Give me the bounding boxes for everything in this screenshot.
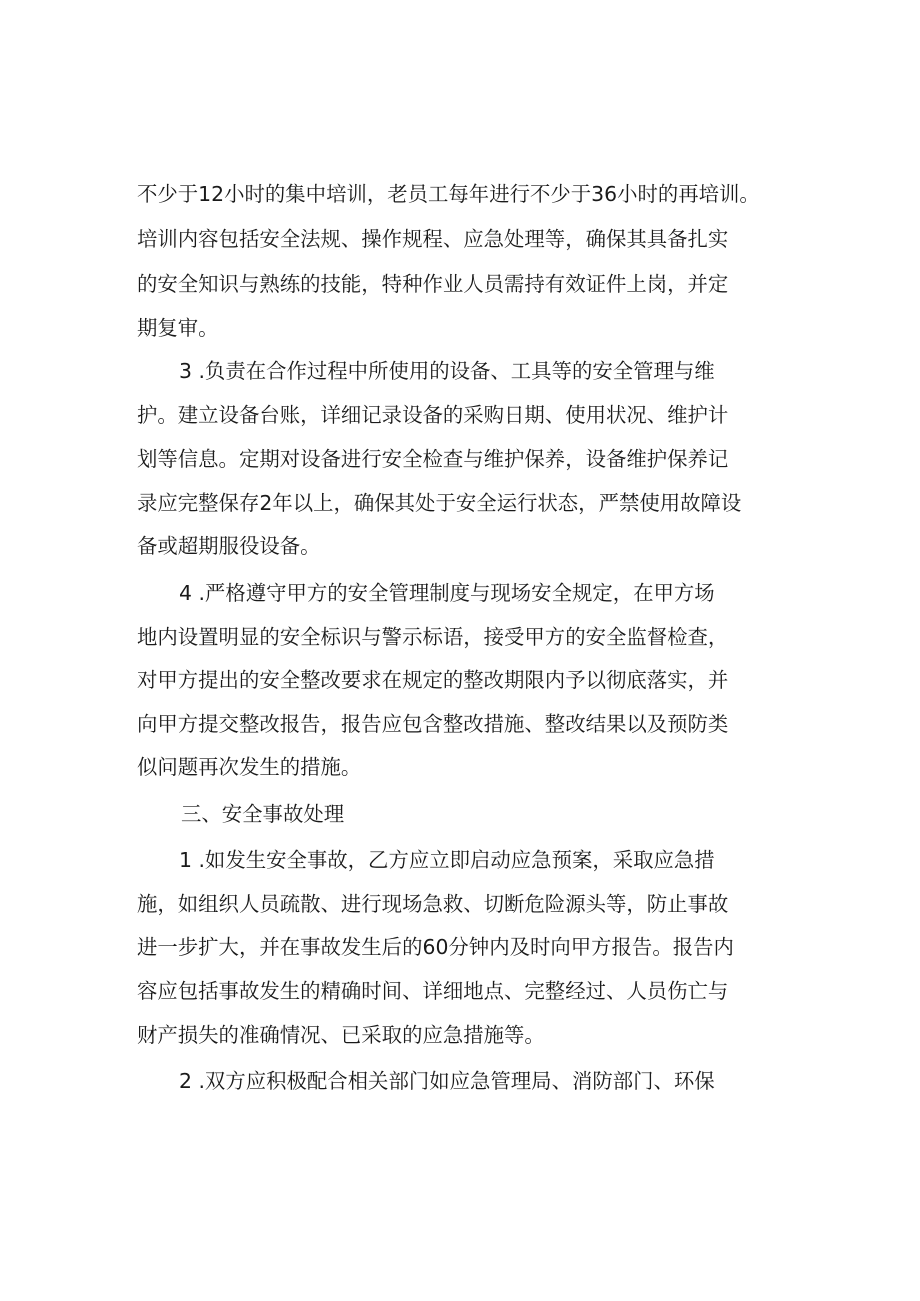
paragraph-line: 进一步扩大，并在事故发生后的60分钟内及时向甲方报告。报告内 bbox=[137, 935, 734, 959]
paragraph-line: 对甲方提出的安全整改要求在规定的整改期限内予以彻底落实，并 bbox=[137, 668, 729, 692]
paragraph-line: 施，如组织人员疏散、进行现场急救、切断危险源头等，防止事故 bbox=[137, 892, 729, 916]
paragraph-line: 划等信息。定期对设备进行安全检查与维护保养，设备维护保养记 bbox=[137, 447, 729, 471]
paragraph-line: 财产损失的准确情况、已采取的应急措施等。 bbox=[137, 1023, 545, 1047]
paragraph-line: 1 .如发生安全事故，乙方应立即启动应急预案，采取应急措 bbox=[179, 848, 715, 872]
paragraph-line: 护。建立设备台账，详细记录设备的采购日期、使用状况、维护计 bbox=[137, 403, 729, 427]
paragraph-line: 2 .双方应积极配合相关部门如应急管理局、消防部门、环保 bbox=[179, 1069, 715, 1093]
paragraph-line: 容应包括事故发生的精确时间、详细地点、完整经过、人员伤亡与 bbox=[137, 979, 729, 1003]
paragraph-line: 期复审。 bbox=[137, 316, 219, 340]
paragraph-line: 似问题再次发生的措施。 bbox=[137, 755, 362, 779]
paragraph-line: 不少于12小时的集中培训，老员工每年进行不少于36小时的再培训。 bbox=[137, 182, 760, 206]
paragraph-line: 4 .严格遵守甲方的安全管理制度与现场安全规定，在甲方场 bbox=[179, 581, 715, 605]
paragraph-line: 3 .负责在合作过程中所使用的设备、工具等的安全管理与维 bbox=[179, 359, 715, 383]
paragraph-line: 地内设置明显的安全标识与警示标语，接受甲方的安全监督检查， bbox=[137, 625, 729, 649]
paragraph-line: 录应完整保存2年以上，确保其处于安全运行状态，严禁使用故障设 bbox=[137, 491, 742, 515]
section-heading: 三、安全事故处理 bbox=[181, 802, 345, 826]
paragraph-line: 的安全知识与熟练的技能，特种作业人员需持有效证件上岗，并定 bbox=[137, 272, 729, 296]
paragraph-line: 培训内容包括安全法规、操作规程、应急处理等，确保其具备扎实 bbox=[137, 227, 729, 251]
paragraph-line: 备或超期服役设备。 bbox=[137, 534, 321, 558]
paragraph-line: 向甲方提交整改报告，报告应包含整改措施、整改结果以及预防类 bbox=[137, 712, 729, 736]
